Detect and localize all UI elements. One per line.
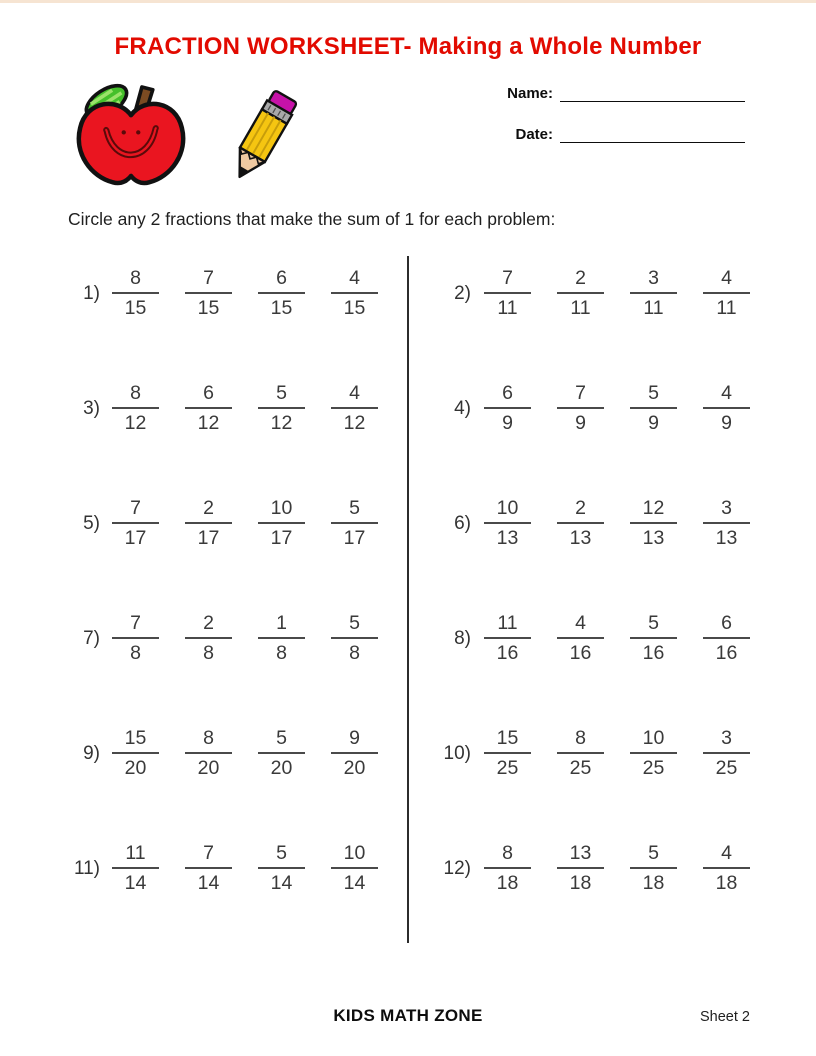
- fraction[interactable]: [557, 614, 604, 663]
- name-field-row: [507, 85, 745, 102]
- fraction-numerator: 7: [203, 267, 214, 289]
- pencil-icon: [208, 83, 312, 195]
- fraction-denominator: 12: [197, 411, 220, 434]
- fraction-denominator: 15: [197, 296, 220, 319]
- fraction[interactable]: [258, 844, 305, 893]
- fraction[interactable]: [484, 499, 531, 548]
- fraction[interactable]: [557, 729, 604, 778]
- fraction-denominator: 15: [270, 296, 293, 319]
- fraction-numerator: 6: [502, 382, 513, 404]
- name-label: Name:: [507, 85, 553, 102]
- problem-number: 11): [73, 857, 100, 879]
- fraction-denominator: 17: [197, 526, 220, 549]
- problem-number: 7): [83, 627, 100, 649]
- fraction-denominator: 12: [343, 411, 366, 434]
- fraction[interactable]: [484, 614, 531, 663]
- fraction[interactable]: [703, 614, 750, 663]
- footer: [0, 1006, 816, 1026]
- fraction-denominator: 18: [569, 871, 592, 894]
- fraction[interactable]: [557, 844, 604, 893]
- problem-number: 1): [83, 282, 100, 304]
- fraction-denominator: 17: [124, 526, 147, 549]
- problem-number: 3): [83, 397, 100, 419]
- fraction-numerator: 10: [343, 842, 366, 864]
- fraction[interactable]: [331, 844, 378, 893]
- problems-area: [0, 236, 816, 926]
- fraction-numerator: 10: [496, 497, 519, 519]
- fraction-numerator: 7: [575, 382, 586, 404]
- fraction[interactable]: [258, 499, 305, 548]
- fraction[interactable]: [258, 729, 305, 778]
- fraction-denominator: 13: [715, 526, 738, 549]
- fraction-numerator: 10: [642, 727, 665, 749]
- fraction-denominator: 18: [496, 871, 519, 894]
- name-date-block: [507, 77, 745, 195]
- fraction-numerator: 3: [648, 267, 659, 289]
- fraction-numerator: 7: [130, 497, 141, 519]
- fraction-denominator: 11: [643, 296, 664, 319]
- fraction[interactable]: [630, 729, 677, 778]
- fraction-numerator: 5: [349, 497, 360, 519]
- fraction-denominator: 16: [496, 641, 519, 664]
- fraction-numerator: 4: [349, 267, 360, 289]
- fraction[interactable]: [630, 844, 677, 893]
- fraction-numerator: 8: [130, 267, 141, 289]
- fraction-denominator: 11: [497, 296, 518, 319]
- fraction-numerator: 15: [124, 727, 147, 749]
- fraction[interactable]: [703, 384, 750, 433]
- problem-row-8: [409, 581, 816, 696]
- fraction-numerator: 11: [497, 612, 518, 634]
- problem-number: 4): [454, 397, 471, 419]
- fraction-denominator: 25: [496, 756, 519, 779]
- fraction-numerator: 12: [642, 497, 665, 519]
- apple-icon: [72, 77, 190, 195]
- fraction[interactable]: [630, 269, 677, 318]
- fraction[interactable]: [112, 384, 159, 433]
- problem-row-7: [0, 581, 407, 696]
- fraction-numerator: 15: [496, 727, 519, 749]
- fraction-denominator: 14: [197, 871, 220, 894]
- fraction-numerator: 6: [203, 382, 214, 404]
- fraction-numerator: 8: [575, 727, 586, 749]
- fraction-numerator: 4: [575, 612, 586, 634]
- fraction[interactable]: [484, 729, 531, 778]
- fraction-denominator: 13: [569, 526, 592, 549]
- fraction[interactable]: [331, 384, 378, 433]
- fraction-numerator: 8: [130, 382, 141, 404]
- fraction-denominator: 9: [721, 411, 732, 434]
- fraction-numerator: 2: [575, 497, 586, 519]
- fraction-numerator: 9: [349, 727, 360, 749]
- fraction-numerator: 4: [349, 382, 360, 404]
- problem-row-10: [409, 696, 816, 811]
- fraction[interactable]: [484, 269, 531, 318]
- fraction[interactable]: [258, 384, 305, 433]
- fraction-denominator: 16: [642, 641, 665, 664]
- fraction-numerator: 3: [721, 727, 732, 749]
- fraction[interactable]: [331, 614, 378, 663]
- fraction[interactable]: [703, 269, 750, 318]
- problem-number: 12): [443, 857, 471, 879]
- fraction-denominator: 16: [569, 641, 592, 664]
- fraction-denominator: 17: [270, 526, 293, 549]
- fraction[interactable]: [703, 844, 750, 893]
- problem-row-5: [0, 466, 407, 581]
- fraction[interactable]: [258, 614, 305, 663]
- fraction-numerator: 7: [130, 612, 141, 634]
- fraction-numerator: 10: [270, 497, 293, 519]
- fraction-denominator: 12: [270, 411, 293, 434]
- problem-row-4: [409, 351, 816, 466]
- fraction-denominator: 14: [343, 871, 366, 894]
- fraction-denominator: 9: [648, 411, 659, 434]
- column-divider-line: [407, 256, 409, 943]
- fraction[interactable]: [331, 729, 378, 778]
- problem-number: 8): [454, 627, 471, 649]
- fraction[interactable]: [703, 499, 750, 548]
- fraction-numerator: 4: [721, 842, 732, 864]
- fraction-numerator: 6: [721, 612, 732, 634]
- problems-column-left: [0, 236, 407, 926]
- date-field-row: [507, 126, 745, 143]
- fraction[interactable]: [112, 729, 159, 778]
- fraction-denominator: 20: [124, 756, 147, 779]
- fraction[interactable]: [630, 499, 677, 548]
- fraction[interactable]: [331, 499, 378, 548]
- fraction-denominator: 8: [203, 641, 214, 664]
- fraction-denominator: 11: [570, 296, 591, 319]
- fraction[interactable]: [557, 269, 604, 318]
- fraction-numerator: 5: [276, 842, 287, 864]
- fraction-numerator: 5: [349, 612, 360, 634]
- problem-row-1: [0, 236, 407, 351]
- fraction-denominator: 25: [715, 756, 738, 779]
- fraction[interactable]: [185, 499, 232, 548]
- fraction[interactable]: [185, 844, 232, 893]
- fraction-denominator: 8: [130, 641, 141, 664]
- fraction-numerator: 4: [721, 267, 732, 289]
- fraction-denominator: 18: [715, 871, 738, 894]
- fraction-numerator: 5: [648, 842, 659, 864]
- fraction-denominator: 14: [124, 871, 147, 894]
- fraction-denominator: 9: [575, 411, 586, 434]
- fraction-numerator: 6: [276, 267, 287, 289]
- fraction-denominator: 20: [197, 756, 220, 779]
- fraction-numerator: 2: [203, 612, 214, 634]
- problem-row-6: [409, 466, 816, 581]
- footer-brand: KIDS MATH ZONE: [333, 1006, 483, 1025]
- fraction-numerator: 2: [203, 497, 214, 519]
- fraction[interactable]: [331, 269, 378, 318]
- fraction-denominator: 13: [642, 526, 665, 549]
- fraction[interactable]: [185, 729, 232, 778]
- fraction-denominator: 25: [642, 756, 665, 779]
- fraction[interactable]: [630, 384, 677, 433]
- header-row: [0, 77, 816, 195]
- fraction-numerator: 8: [502, 842, 513, 864]
- page-title: FRACTION WORKSHEET- Making a Whole Number: [114, 33, 702, 60]
- fraction-denominator: 14: [270, 871, 293, 894]
- date-label: Date:: [515, 126, 553, 143]
- fraction-denominator: 11: [716, 296, 737, 319]
- fraction-numerator: 4: [721, 382, 732, 404]
- problem-number: 6): [454, 512, 471, 534]
- problem-row-3: [0, 351, 407, 466]
- fraction[interactable]: [112, 269, 159, 318]
- fraction-numerator: 5: [648, 382, 659, 404]
- fraction-denominator: 8: [276, 641, 287, 664]
- fraction-numerator: 1: [276, 612, 287, 634]
- fraction[interactable]: [557, 384, 604, 433]
- fraction[interactable]: [703, 729, 750, 778]
- fraction-numerator: 11: [125, 842, 146, 864]
- fraction-denominator: 18: [642, 871, 665, 894]
- fraction[interactable]: [557, 499, 604, 548]
- fraction[interactable]: [185, 614, 232, 663]
- fraction-numerator: 5: [648, 612, 659, 634]
- fraction-denominator: 13: [496, 526, 519, 549]
- fraction[interactable]: [630, 614, 677, 663]
- fraction-denominator: 8: [349, 641, 360, 664]
- name-line[interactable]: [560, 85, 745, 102]
- date-line[interactable]: [560, 126, 745, 143]
- instruction-text: Circle any 2 fractions that make the sum of 1 for each problem:: [68, 209, 556, 229]
- fraction-numerator: 13: [569, 842, 592, 864]
- fraction-numerator: 5: [276, 382, 287, 404]
- fraction[interactable]: [185, 269, 232, 318]
- fraction-denominator: 20: [270, 756, 293, 779]
- fraction[interactable]: [484, 844, 531, 893]
- fraction-numerator: 7: [502, 267, 513, 289]
- fraction-denominator: 9: [502, 411, 513, 434]
- fraction-numerator: 5: [276, 727, 287, 749]
- fraction[interactable]: [185, 384, 232, 433]
- fraction-denominator: 25: [569, 756, 592, 779]
- fraction[interactable]: [112, 844, 159, 893]
- fraction-denominator: 15: [343, 296, 366, 319]
- fraction-numerator: 3: [721, 497, 732, 519]
- footer-sheet-number: Sheet 2: [700, 1009, 750, 1025]
- fraction[interactable]: [112, 499, 159, 548]
- fraction-denominator: 17: [343, 526, 366, 549]
- fraction[interactable]: [484, 384, 531, 433]
- fraction-denominator: 15: [124, 296, 147, 319]
- problem-number: 5): [83, 512, 100, 534]
- problem-number: 9): [83, 742, 100, 764]
- problem-number: 10): [443, 742, 471, 764]
- fraction[interactable]: [112, 614, 159, 663]
- fraction[interactable]: [258, 269, 305, 318]
- fraction-denominator: 20: [343, 756, 366, 779]
- problem-row-2: [409, 236, 816, 351]
- problem-row-11: [0, 811, 407, 926]
- problem-row-9: [0, 696, 407, 811]
- problem-row-12: [409, 811, 816, 926]
- fraction-denominator: 16: [715, 641, 738, 664]
- fraction-denominator: 12: [124, 411, 147, 434]
- fraction-numerator: 7: [203, 842, 214, 864]
- problem-number: 2): [454, 282, 471, 304]
- fraction-numerator: 2: [575, 267, 586, 289]
- fraction-numerator: 8: [203, 727, 214, 749]
- problems-column-right: [409, 236, 816, 926]
